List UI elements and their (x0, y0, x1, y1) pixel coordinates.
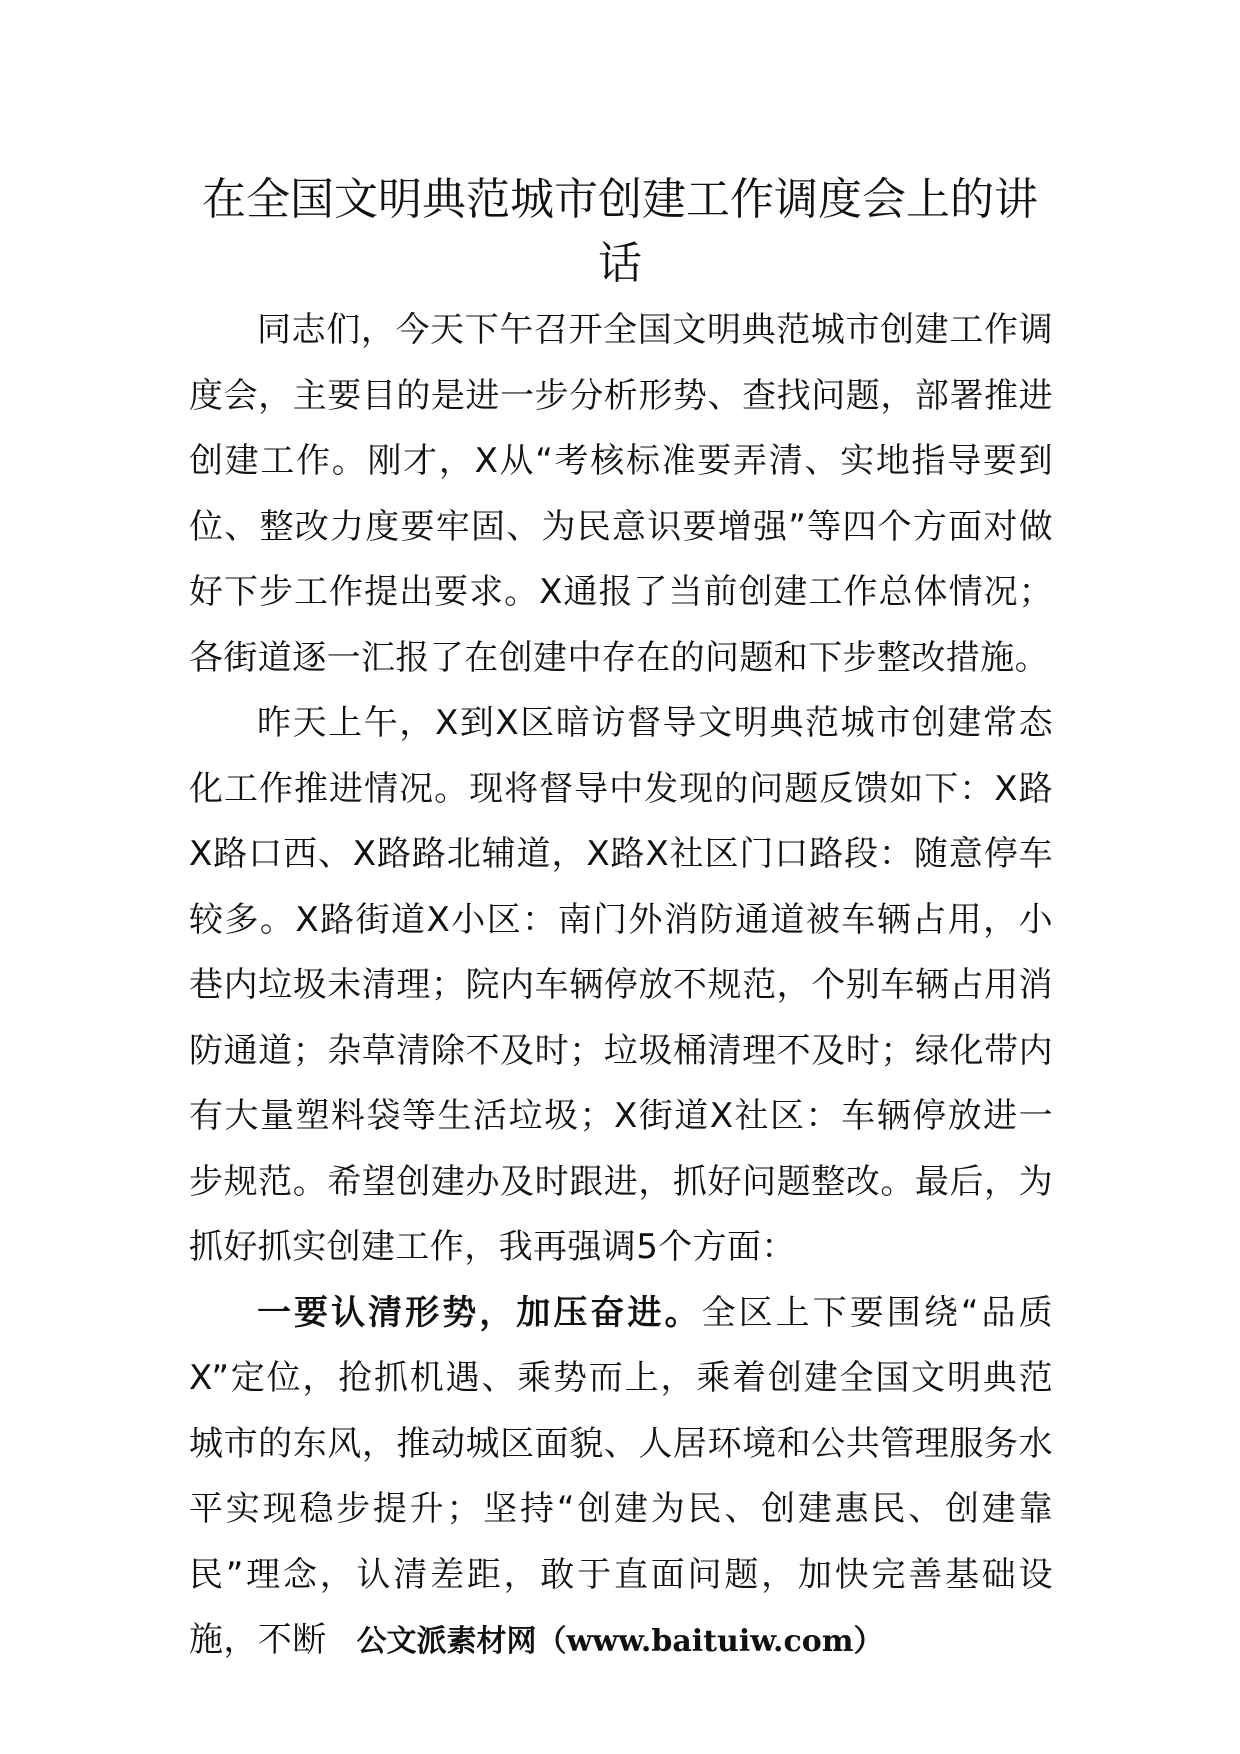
paragraph-lead: 一要认清形势，加压奋进。 (257, 1292, 702, 1333)
paragraph-3 (189, 1281, 1053, 1674)
paragraph-text: 同志们，今天下午召开全国文明典范城市创建工作调度会，主要目的是进一步分析形势、查找问题，部署推进创建工作。刚才，X从“考核标准要弄清、实地指导要到位、整改力度要牢固、为民意识要增强”等四个方面对做好下步工作提出要求。X通报了当前创建工作总体情况；各街道逐一汇报了在创建中存在的问题和下步整改措施。 (189, 310, 1053, 678)
paragraph-2 (189, 691, 1053, 1281)
paragraph-text: 全区上下要围绕“品质X”定位，抢抓机遇、乘势而上，乘着创建全国文明典范城市的东风，推动城区面貌、人居环境和公共管理服务水平实现稳步提升；坚持“创建为民、创建惠民、创建靠民”理念，认清差距，敢于直面问题，加快完善基础设施，不断 (189, 1292, 1053, 1660)
footer-watermark: 公文派素材网（www.baituiw.com） (356, 1624, 884, 1659)
document-title: 在全国文明典范城市创建工作调度会上的讲话 (202, 174, 1038, 289)
paragraph-text: 昨天上午，X到X区暗访督导文明典范城市创建常态化工作推进情况。现将督导中发现的问题反馈如下：X路X路口西、X路路北辅道，X路X社区门口路段：随意停车较多。X路街道X小区：南门外消防通道被车辆占用，小巷内垃圾未清理；院内车辆停放不规范，个别车辆占用消防通道；杂草清除不及时；垃圾桶清理不及时；绿化带内有大量塑料袋等生活垃圾；X街道X社区：车辆停放进一步规范。希望创建办及时跟进，抓好问题整改。最后，为抓好抓实创建工作，我再强调5个方面： (189, 703, 1053, 1267)
paragraph-1 (189, 298, 1053, 691)
document-body (189, 298, 1053, 1674)
